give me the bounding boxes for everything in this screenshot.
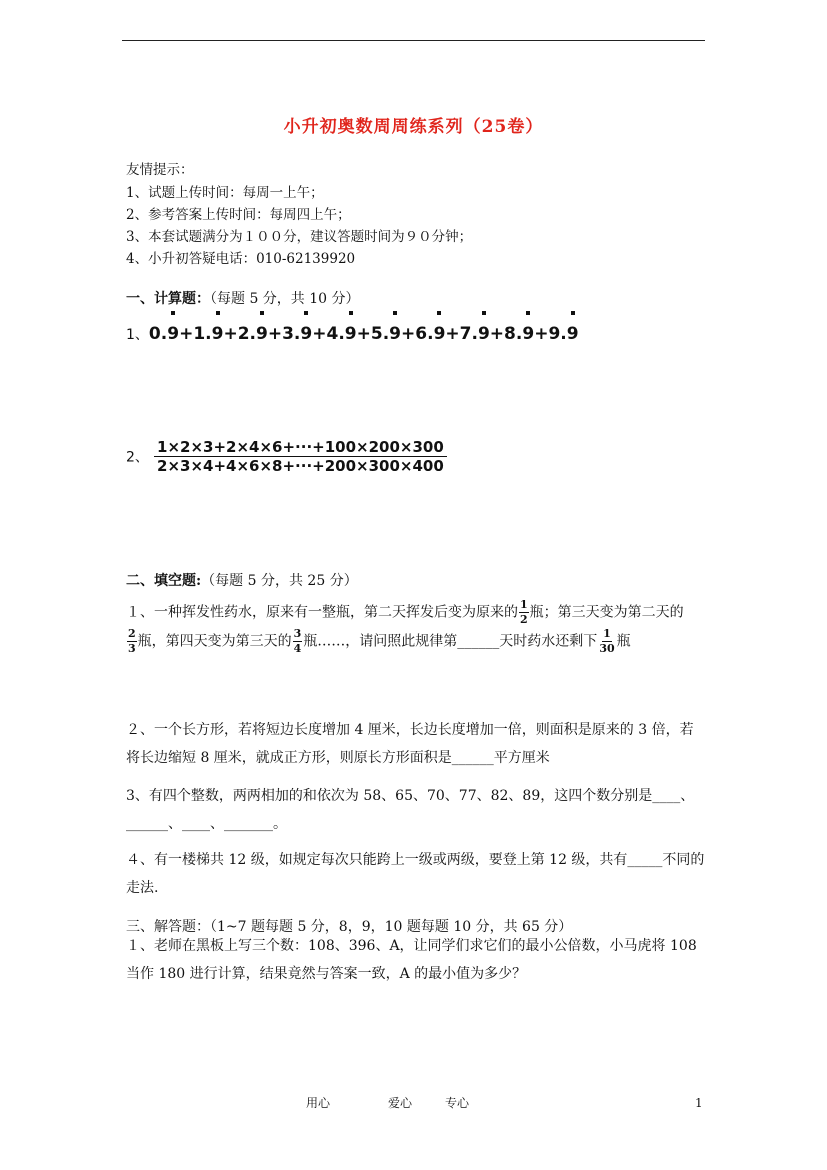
fraction-numerator: 3: [293, 627, 302, 640]
fraction: [127, 627, 137, 656]
decimal-term: 5.9: [370, 324, 402, 344]
decimal-term: 8.9: [504, 324, 535, 344]
fraction: [293, 627, 303, 656]
big-fraction: [154, 438, 447, 475]
fill-q2: ２、一个长方形，若将短边长度增加 4 厘米，长边长度增加一倍，则面积是原来的 3 倍，若将长边缩短 8 厘米，就成正方形，则原长方形面积是______平方厘米: [126, 722, 694, 766]
section1-header: [126, 288, 360, 308]
footer-word: 专心: [445, 1096, 470, 1110]
footer-word: 爱心: [388, 1096, 413, 1110]
decimal-term: 7.9: [459, 324, 490, 344]
fraction-denominator: 2×3×4+4×6×8+···+200×300×400: [157, 457, 444, 475]
header-rule: [122, 40, 705, 41]
calc-q2: [126, 438, 447, 475]
plus-sign: +: [312, 324, 327, 344]
fraction-denominator: 30: [599, 642, 615, 655]
section2-header: [126, 570, 358, 590]
tip-item: 4、小升初答疑电话：010-62139920: [126, 251, 356, 267]
tip-item: 3、本套试题满分为１００分，建议答题时间为９０分钟；: [126, 229, 473, 245]
plus-sign: +: [445, 324, 460, 344]
repeating-digit: 9: [167, 324, 180, 344]
solve-q1: １、老师在黑板上写三个数：108、396、A，让同学们求它们的最小公倍数，小马虎将 108 当作 180 进行计算，结果竟然与答案一致，A 的最小值为多少？: [126, 938, 697, 982]
fill-q1: [126, 598, 706, 656]
repeating-digit: 9: [300, 324, 313, 344]
page-number: 1: [695, 1096, 703, 1110]
fraction-numerator: 1: [520, 598, 528, 611]
section2-note: （每题 5 分，共 25 分）: [201, 573, 358, 589]
repeating-digit: 9: [433, 324, 446, 344]
fill-q4: ４、有一楼梯共 12 级，如规定每次只能跨上一级或两级，要登上第 12 级，共有_____不同的走法.: [126, 852, 705, 896]
repeating-digit: 9: [522, 324, 535, 344]
tips-heading: 友情提示：: [126, 162, 194, 178]
repeating-digit: 9: [344, 324, 357, 344]
fraction-denominator: 2: [520, 613, 528, 626]
fraction: [598, 627, 615, 656]
q1-text: 瓶，第四天变为第三天的: [137, 633, 292, 650]
q1-text: １、一种挥发性药水，原来有一整瓶，第二天挥发后变为原来的: [126, 604, 518, 621]
fill-q3: 3、有四个整数，两两相加的和依次为 58、65、70、77、82、89，这四个数分别是____、______、____、_______。: [126, 788, 695, 832]
section2-heading: 二、填空题:: [126, 573, 202, 589]
q1-text: 瓶……，请问照此规律第______天时药水还剩下: [303, 633, 598, 650]
plus-sign: +: [356, 324, 371, 344]
page-title: 小升初奥数周周练系列（25卷）: [283, 117, 544, 137]
plus-sign: +: [223, 324, 238, 344]
plus-sign: +: [179, 324, 194, 344]
question-number: 2、: [126, 449, 149, 466]
repeating-digit: 9: [566, 324, 579, 344]
plus-sign: +: [489, 324, 505, 344]
repeating-digit: 9: [477, 324, 490, 344]
fraction: [519, 598, 529, 627]
repeating-decimal-sum: [149, 324, 579, 344]
decimal-term: 1.9: [193, 324, 224, 344]
repeating-digit: 9: [211, 324, 224, 344]
plus-sign: +: [267, 324, 283, 344]
repeating-digit: 9: [389, 324, 402, 344]
q1-text: 瓶；第三天变为第二天的: [529, 604, 684, 621]
decimal-term: 0.9: [148, 324, 180, 344]
fraction-denominator: 3: [128, 642, 136, 655]
fraction-numerator: 1: [603, 627, 611, 640]
fraction-numerator: 1×2×3+2×4×6+···+100×200×300: [154, 438, 447, 457]
q1-text: 瓶: [616, 633, 631, 650]
question-number: 1、: [126, 327, 149, 343]
plus-sign: +: [534, 324, 549, 344]
decimal-term: 3.9: [282, 324, 313, 344]
tip-item: 1、试题上传时间：每周一上午；: [126, 185, 324, 201]
footer-word: 用心: [306, 1096, 331, 1110]
fraction-numerator: 2: [128, 627, 136, 640]
section1-note: （每题 5 分，共 10 分）: [210, 291, 360, 307]
section1-heading: 一、计算题：: [126, 291, 210, 307]
plus-sign: +: [401, 324, 416, 344]
decimal-term: 2.9: [237, 324, 268, 344]
decimal-term: 9.9: [548, 324, 579, 344]
calc-q1: [126, 324, 579, 344]
repeating-digit: 9: [256, 324, 268, 344]
section3-heading: 三、解答题：（1~7 题每题 5 分，8，9，10 题每题 10 分，共 65 分）: [126, 919, 573, 935]
tip-item: 2、参考答案上传时间：每周四上午；: [126, 207, 351, 223]
fraction-denominator: 4: [293, 642, 302, 655]
decimal-term: 4.9: [326, 324, 357, 344]
decimal-term: 6.9: [415, 324, 446, 344]
